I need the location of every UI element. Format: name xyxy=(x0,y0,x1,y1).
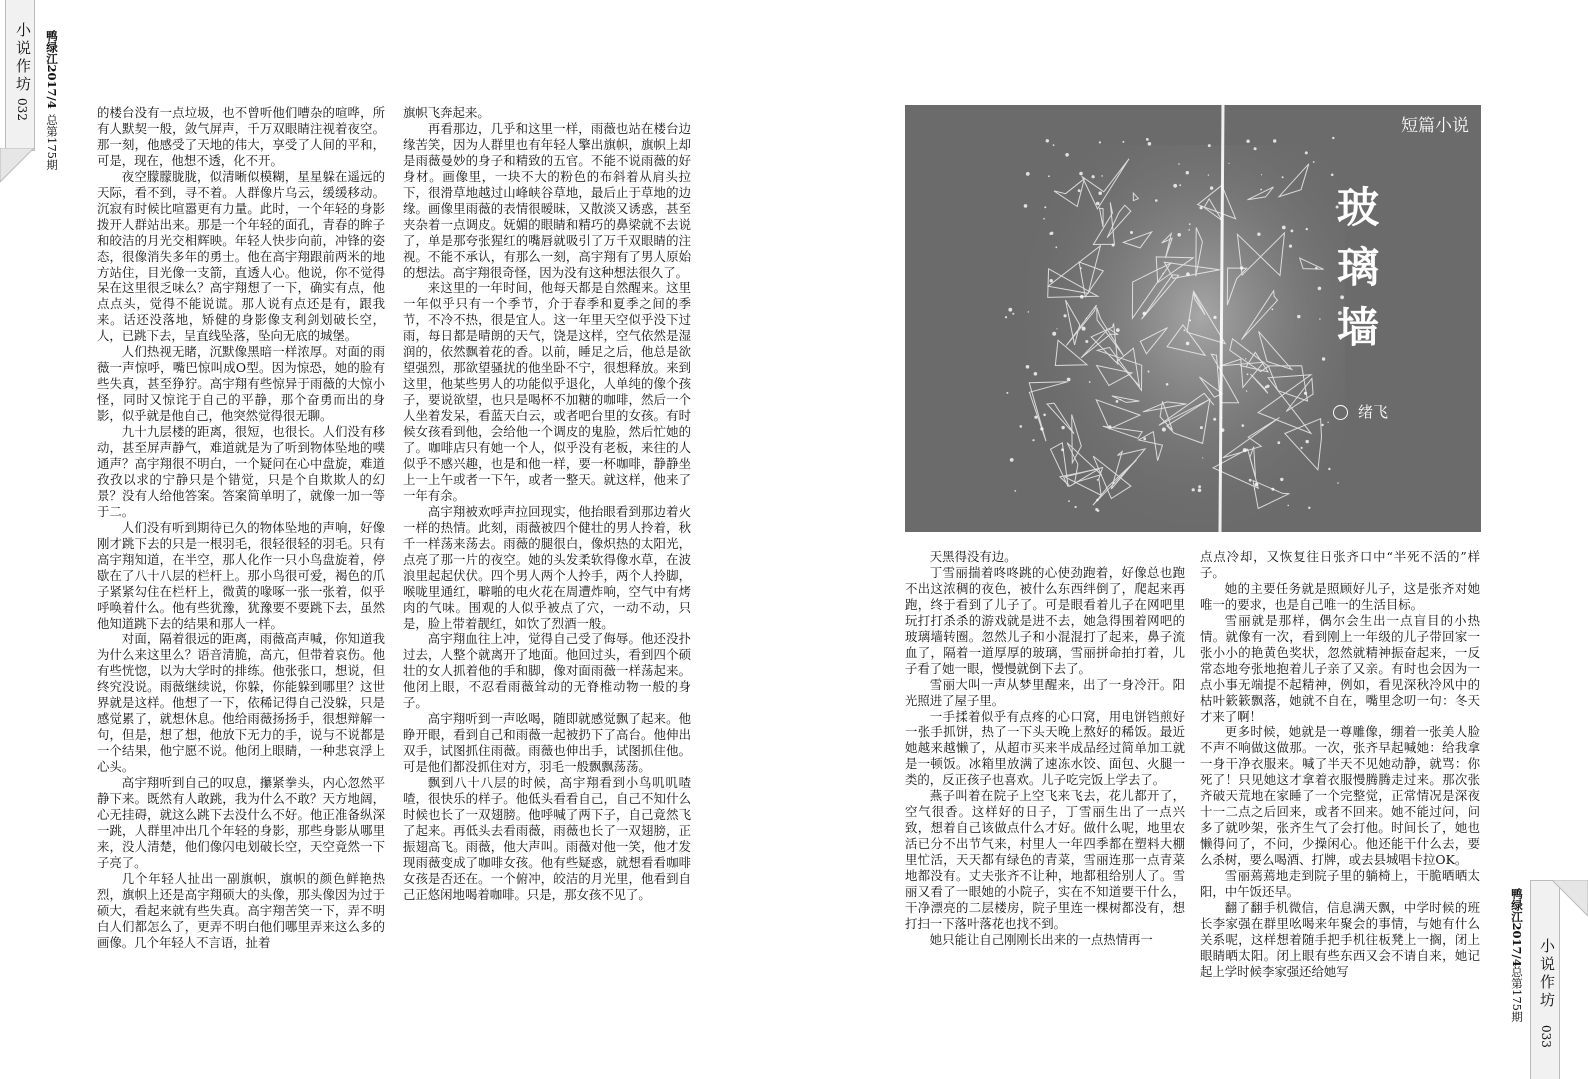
glass-particle xyxy=(1337,482,1339,484)
glass-particle xyxy=(1096,499,1098,501)
glass-particle xyxy=(1254,488,1255,489)
paragraph: 来这里的一年时间，他每天都是自然醒来。这里一年似乎只有一个季节，介于春季和夏季之间的季节，不冷不热，很是宜人。这一年里天空似乎没下过雨，每日都是晴朗的天气，饶是这样，空气依然是湿润的，依然飘着花的香。以前，睡足之后，他总是欲望强烈，那欲望骚扰的他坐卧不宁，很想释放。来到这里，他某些男人的功能似乎退化，人单纯的像个孩子，要说欲望，也只是喝杯不加糖的咖啡，然后一个人坐着发呆，看蓝天白云，或者吧台里的女孩。有时候女孩看到他，会给他一个调皮的鬼脸，然后忙她的了。咖啡店只有她一个人，似乎没有老板，来往的人似乎不感兴趣，也是和他一样，要一杯咖啡，静静坐上一上午或者一下午，或者一整天。就这样，他来了一年有余。 xyxy=(403,280,691,503)
glass-particle xyxy=(1092,175,1095,178)
glass-particle xyxy=(1291,230,1294,233)
author-name: 绪飞 xyxy=(1358,403,1389,421)
title-char-1: 玻 xyxy=(1337,183,1380,232)
glass-particle xyxy=(1032,439,1034,441)
glass-particle xyxy=(1082,327,1086,331)
glass-particle xyxy=(1247,373,1249,375)
paragraph: 高宇翔听到一声吆喝，随即就感觉飘了起来。他睁开眼，看到自己和雨薇一起被扔下了高台。他伸出双手，试图抓住雨薇。雨薇也伸出手，试图抓住他。可是他们都没抓住对方，羽毛一般飘飘荡荡。 xyxy=(403,711,691,775)
glass-particle xyxy=(1327,422,1328,423)
glass-particle xyxy=(1044,206,1046,208)
glass-particle xyxy=(1155,199,1158,202)
glass-particle xyxy=(1061,448,1064,451)
glass-particle xyxy=(1246,390,1247,391)
glass-particle xyxy=(1162,428,1166,432)
glass-particle xyxy=(1012,313,1014,315)
glass-particle xyxy=(1086,318,1087,319)
glass-particle xyxy=(1313,161,1315,163)
glass-particle xyxy=(1245,358,1246,359)
glass-particle xyxy=(1053,144,1055,146)
paragraph: 她只能让自己刚刚长出来的一点热情再一 xyxy=(929,931,1153,947)
paragraph: 雪丽大叫一声从梦里醒来，出了一身冷汗。阳光照进了屋子里。 xyxy=(905,676,1185,708)
glass-particle xyxy=(1061,426,1064,429)
glass-particle xyxy=(1319,318,1320,319)
glass-particle xyxy=(1099,141,1101,143)
paragraph: 雪丽就是那样，偶尔会生出一点盲目的小热情。就像有一次，看到刚上一年级的儿子带回家一张小小的艳黄色奖状，忽然就精神振奋起来，一反常态地夸张地抱着儿子亲了又亲。有时也会因为一点小事无端提不起精神，例如，看见深秋冷风中的枯叶簌簌飘落，她就不自在，嘴里念叨一句：冬天才来了啊！ xyxy=(1200,612,1480,724)
glass-particle xyxy=(1112,244,1115,247)
glass-particle xyxy=(1043,414,1046,417)
glass-particle xyxy=(1049,232,1052,235)
glass-particle xyxy=(1260,189,1262,191)
paragraph: 天黑得没有边。 xyxy=(929,549,1017,564)
paragraph: 高宇翔听到自己的叹息，攥紧拳头，内心忽然平静下来。既然有人敢跳，我为什么不敢？天方地阔，心无挂碍，就这么跳下去没什么不好。他正准备纵深一跳，人群里冲出几个年轻的身影，那些身影从哪里来，没人清楚，他们像闪电划破长空，天空竟然一下子亮了。 xyxy=(97,775,385,870)
paragraph: 高宇翔血往上冲，觉得自己受了侮辱。他还没扑过去，人整个就离开了地面。他回过头，看到四个硕壮的女人抓着他的手和脚，像对面雨薇一样荡起来。他闭上眼，不忍看雨薇耸动的无脊椎动物一般的身子。 xyxy=(403,631,691,711)
glass-particle xyxy=(1208,144,1211,147)
glass-particle xyxy=(1068,500,1070,502)
right-issue-label: 总第175期 xyxy=(1510,966,1524,1023)
glass-particle xyxy=(1186,272,1190,276)
article-column-4 xyxy=(1200,549,1480,1004)
glass-particle xyxy=(1043,218,1045,220)
glass-particle xyxy=(1085,340,1088,343)
paragraph: 一手揉着似乎有点疼的心口窝，用电饼铛煎好一张手抓饼，热了一下头天晚上熬好的稀饭。最近她越来越懒了，从超市买来半成品经过简单加工就是一顿饭。冰箱里放满了速冻水饺、面包、火腿一类的，反正孩子也喜欢。儿子吃完饭上学去了。 xyxy=(905,708,1185,788)
glass-particle xyxy=(1228,163,1229,164)
glass-particle xyxy=(1306,228,1308,230)
glass-particle xyxy=(1034,372,1038,376)
glass-particle xyxy=(1055,246,1057,248)
right-magazine-label: 鸭绿江2017/4 xyxy=(1510,888,1524,967)
left-page-number: 032 xyxy=(15,98,29,121)
glass-particle xyxy=(1305,151,1308,154)
glass-particle xyxy=(1184,330,1186,332)
glass-particle xyxy=(1200,426,1203,429)
glass-particle xyxy=(1273,139,1276,142)
glass-particle xyxy=(1242,424,1245,427)
glass-particle xyxy=(1297,315,1300,318)
glass-particle xyxy=(1188,229,1190,231)
glass-particle xyxy=(1257,233,1260,236)
glass-particle xyxy=(1046,139,1049,142)
paragraph: 人们没有听到期待已久的物体坠地的声响，好像刚才跳下去的只是一根羽毛，很轻很轻的羽毛。只有高宇翔知道，在半空，那人化作一只小鸟盘旋着，停歇在了八十八层的栏杆上。那小鸟很可爱，褐色的爪子紧紧勾住在栏杆上，微黄的喙啄一张一张着，似乎呼唤着什么。他有些犹豫，犹豫要不要跳下去，虽然他知道跳下去的结果和那人一样。 xyxy=(97,519,385,631)
glass-particle xyxy=(1254,147,1257,150)
glass-particle xyxy=(1301,447,1303,449)
glass-particle xyxy=(1177,233,1181,237)
left-section-label: 小说作坊 xyxy=(14,22,32,94)
glass-particle xyxy=(1287,505,1289,507)
glass-particle xyxy=(1308,507,1310,509)
glass-particle xyxy=(1014,490,1016,492)
glass-particle xyxy=(1306,440,1309,443)
glass-particle xyxy=(1028,311,1030,313)
glass-particle xyxy=(1255,483,1259,487)
glass-particle xyxy=(1189,319,1191,321)
glass-particle xyxy=(1120,399,1121,400)
glass-particle xyxy=(1079,172,1083,176)
category-label: 短篇小说 xyxy=(1401,116,1469,136)
shattered-glass-graphic xyxy=(905,105,1481,532)
glass-particle xyxy=(1246,140,1249,143)
glass-particle xyxy=(1075,506,1077,508)
glass-particle xyxy=(1143,437,1146,440)
glass-particle xyxy=(1272,309,1274,311)
glass-particle xyxy=(1067,378,1071,382)
glass-particle xyxy=(1080,267,1082,269)
glass-particle xyxy=(1321,424,1323,426)
glass-particle xyxy=(1101,175,1103,177)
paragraph: 再看那边，几乎和这里一样，雨薇也站在楼台边缘苦笑，因为人群里也有年轻人擎出旗帜，旗帜上却是雨薇曼妙的身子和精致的五官。不能不说雨薇的好身材。画像里，一块不大的粉色的布斜着从肩头拉下，很滑草地越过山峰峡谷草地，最后止于草地的边缘。画像里雨薇的表情很暧昧，又散淡又诱惑，甚至夹杂着一点调皮。妩媚的眼睛和精巧的鼻梁就不去说了，单是那夸张猩红的嘴唇就吸引了万千双眼睛的注视。不能不承认，有那么一刻，高宇翔有了男人原始的想法。高宇翔很奇怪，因为没有这种想法很久了。 xyxy=(403,120,691,280)
glass-particle xyxy=(1282,176,1284,178)
glass-particle xyxy=(1097,479,1099,481)
glass-particle xyxy=(1271,488,1274,491)
paragraph: 九十九层楼的距离，很短，也很长。人们没有移动，甚至屏声静气，难道就是为了听到物体坠地的噗通声？高宇翔很不明白，一个疑问在心中盘旋，难道孜孜以求的宁静只是个错觉，只是个自欺欺人的幻景？没有人给他答案。答案简单明了，就像一加一等于二。 xyxy=(97,424,385,519)
title-char-3: 墙 xyxy=(1337,303,1380,352)
glass-particle xyxy=(1148,371,1150,373)
glass-particle xyxy=(1210,186,1213,189)
glass-particle xyxy=(1008,308,1012,312)
glass-particle xyxy=(1186,171,1189,174)
glass-particle xyxy=(1162,273,1163,274)
paragraph: 燕子叫着在院子上空飞来飞去，花儿都开了，空气很香。这样好的日子，丁雪丽生出了一点兴致，想着自己该做点什么才好。做什么呢，地里农活已分不出节气来，村里人一年四季都在塑料大棚里忙活，天天都有绿色的青菜，雪丽连那一点青菜地都没有。丈夫张齐不让种，地都租给别人了。雪丽又看了一眼她的小院子，实在不知道要干什么，干净漂亮的二层楼房，院子里连一棵树都没有，想打扫一下落叶落花也找不到。 xyxy=(905,788,1185,931)
glass-particle xyxy=(1265,386,1268,389)
glass-particle xyxy=(1186,342,1190,346)
glass-particle xyxy=(1116,400,1119,403)
glass-particle xyxy=(1065,153,1069,157)
glass-particle xyxy=(1048,175,1050,177)
glass-particle xyxy=(1005,316,1007,318)
paragraph: 的楼台没有一点垃圾，也不曾听他们嘈杂的喧哗，所有人默契一般，敛气屏声，千万双眼睛注视着夜空。那一刻，他感受了天地的伟大，享受了人间的平和，可是，现在，他想不透，化不开。 xyxy=(97,105,385,168)
glass-particle xyxy=(1116,328,1120,332)
glass-particle xyxy=(1089,381,1091,383)
glass-particle xyxy=(1198,489,1202,493)
glass-particle xyxy=(1243,448,1247,452)
glass-particle xyxy=(1130,231,1133,234)
glass-particle xyxy=(1122,141,1124,143)
paragraph: 翻了翻手机微信，信息满天飘，中学时候的班长李家强在群里吆喝来年聚会的事情，与她有什么关系呢，这样想着随手把手机往板凳上一搁，闭上眼睛晒太阳。闭上眼有些东西又会不请自来，她记起上学时候李家强还给她写 xyxy=(1200,899,1480,979)
paragraph: 几个年轻人扯出一副旗帜，旗帜的颜色鲜艳热烈，旗帜上还是高宇翔硕大的头像，那头像因为过于硕大，看起来就有些失真。高宇翔苦笑一下，弄不明白人们都怎么了，更弄不明白他们哪里弄来这么多的画像。几个年轻人不言语，扯着 xyxy=(97,870,385,950)
glass-particle xyxy=(1208,174,1209,175)
left-magazine-label: 鸭绿江2017/4 xyxy=(45,30,59,109)
glass-particle xyxy=(1146,138,1149,141)
paragraph: 丁雪丽揣着咚咚跳的心使劲跑着，好像总也跑不出这浓稠的夜色，被什么东西绊倒了，爬起来再跑，终于看到了儿子了。可是眼看着儿子在网吧里玩打打杀杀的游戏就是进不去，她急得围着网吧的玻璃墙转圈。忽然儿子和小混混打了起来，鼻子流血了，隔着一道厚厚的玻璃，雪丽拼命拍打着，儿子看了她一眼，慢慢就倒下去了。 xyxy=(905,564,1185,676)
glass-particle xyxy=(1113,482,1115,484)
glass-particle xyxy=(1148,142,1152,146)
paragraph: 雪丽蔫蔫地走到院子里的躺椅上，干脆晒晒太阳，中午饭还早。 xyxy=(1200,868,1480,900)
paragraph: 夜空朦朦胧胧，似清晰似模糊，星星躲在遥远的天际，看不到，寻不着。人群像片乌云，缓缓移动。沉寂有时候比喧嚣更有力量。此时，一个年轻的身影拨开人群站出来。那是一个年轻的面孔，青春的眸子和皎洁的月光交相辉映。年轻人快步向前，冲锋的姿态，很像消失多年的勇士。他在高宇翔跟前两米的地方站住，目光像一支箭，直透人心。他说，你不觉得呆在这里很乏味么？高宇翔想了一下，确实有点，他点点头，觉得不能说谎。那人说有点还是有，跟我来。话还没落地，矫健的身影像支利剑划破长空，人，已跳下去，呈直线坠落，坠向无底的城堡。 xyxy=(97,168,385,344)
paragraph: 旗帜飞奔起来。 xyxy=(403,105,490,120)
glass-particle xyxy=(1064,314,1067,317)
glass-particle xyxy=(1006,392,1008,394)
glass-particle xyxy=(1261,174,1262,175)
glass-particle xyxy=(1078,189,1081,192)
glass-particle xyxy=(1109,425,1112,428)
glass-particle xyxy=(1178,163,1180,165)
glass-particle xyxy=(1202,457,1203,458)
glass-particle xyxy=(1010,458,1014,462)
glass-particle xyxy=(1280,478,1283,481)
left-margin-corner xyxy=(0,148,40,188)
author-byline xyxy=(1333,401,1388,422)
glass-particle xyxy=(1315,267,1318,270)
title-illustration xyxy=(905,105,1481,532)
paragraph: 更多时候，她就是一尊雕像，绷着一张美人脸不声不响做这做那。一次，张齐早起喊她：给我拿一身干净衣服来。喊了半天不见她动静，就骂：你死了！只见她这才拿着衣服慢腾腾走过来。那次张齐破天荒地在家睡了一个完整觉，正常情况是深夜十一二点之后回来，或者不回来。她不能过问，问多了就吵架，张齐生气了会打他。时间长了，她也懒得问了，不问，少操闲心。他还能干什么去，要么杀树，要么喝酒、打牌，或去县城唱卡拉OK。 xyxy=(1200,724,1480,868)
right-margin-corner xyxy=(1548,880,1588,920)
glass-particle xyxy=(1240,266,1244,270)
glass-particle xyxy=(1143,312,1147,316)
title-char-2: 璃 xyxy=(1337,243,1380,292)
glass-particle xyxy=(1034,416,1037,419)
glass-particle xyxy=(1282,226,1286,230)
glass-particle xyxy=(1304,392,1307,395)
glass-particle xyxy=(1050,279,1053,282)
glass-particle xyxy=(1318,287,1322,291)
left-issue-label: 总第175期 xyxy=(45,114,59,171)
glass-particle xyxy=(1289,245,1292,248)
glass-particle xyxy=(1198,485,1201,488)
glass-particle xyxy=(1277,441,1280,444)
glass-particle xyxy=(1052,332,1056,336)
glass-particle xyxy=(1328,468,1330,470)
paragraph: 高宇翔被欢呼声拉回现实，他抬眼看到那边着火一样的热情。此刻，雨薇被四个健壮的男人拎着，秋千一样荡来荡去。雨薇的腿很白，像炽热的太阳光，点亮了那一片的夜空。她的头发柔软得像水草，在波浪里起起伏伏。四个男人两个人拎手，两个人拎脚，喉咙里通红，噼啪的电火花在周遭炸响，空气中有烤肉的气味。围观的人似乎被点了穴，一动不动，只是，脸上带着靓红，如饮了烈酒一般。 xyxy=(403,503,691,631)
paragraph: 对面，隔着很远的距离，雨薇高声喊，你知道我为什么来这里么？语音清脆，高亢，但带着哀伤。他有些恍惚，以为大学时的排练。他张张口，想说，但终究没说。雨薇继续说，你躲，你能躲到哪里？这世界就是这样。他想了一下，依稀记得自己没躲，只是感觉累了，就想休息。他给雨薇扬扬手，很想辩解一句，但是，想了想，他放下无力的手，说与不说都是一个结果，他宁愿不说。他闭上眼睛，一种悲哀浮上心头。 xyxy=(97,631,385,775)
paragraph: 飘到八十八层的时候，高宇翔看到小鸟叽叽喳喳，很快乐的样子。他低头看看自己，自己不知什么时候也长了一双翅膀。他呼喊了两下子，自己竟然飞了起来。再低头去看雨薇，雨薇也长了一双翅膀，正振翅高飞。雨薇，他大声叫。雨薇对他一笑，他才发现雨薇变成了咖啡女孩。他有些疑惑，就想看看咖啡女孩是否还在。一个俯冲，皎洁的月光里，他看到自己正悠闲地喝着咖啡。只是，那女孩不见了。 xyxy=(403,775,691,902)
glass-particle xyxy=(1020,425,1023,428)
glass-particle xyxy=(1024,204,1028,208)
glass-particle xyxy=(1192,488,1195,491)
glass-particle xyxy=(1213,418,1216,421)
paragraph: 人们热视无睹，沉默像黑暗一样浓厚。对面的雨薇一声惊呼，嘴巴惊叫成O型。因为惊恐，她的脸有些失真，甚至狰狞。高宇翔有些惊异于雨薇的大惊小怪，同时又惊诧于自己的平静，那个奋勇而出的身影，似乎就是他自己，他突然觉得很无聊。 xyxy=(97,344,385,424)
article-column-1 xyxy=(97,105,385,997)
right-page-number: 033 xyxy=(1539,1025,1553,1048)
glass-particle xyxy=(1040,427,1043,430)
glass-particle xyxy=(1249,479,1252,482)
glass-particle xyxy=(1213,316,1216,319)
glass-particle xyxy=(1098,191,1102,195)
glass-particle xyxy=(1189,223,1191,225)
article-column-2 xyxy=(403,105,691,985)
glass-particle xyxy=(1026,365,1030,369)
glass-particle xyxy=(1332,137,1334,139)
paragraph: 她的主要任务就是照顾好儿子，这是张齐对她唯一的要求，也是自己唯一的生活目标。 xyxy=(1200,580,1480,612)
glass-particle xyxy=(1056,328,1057,329)
glass-particle xyxy=(1173,184,1177,188)
glass-particle xyxy=(1026,172,1030,176)
glass-particle xyxy=(1095,508,1098,511)
paragraph: 点点冷却，又恢复往日张齐口中“半死不活的”样子。 xyxy=(1200,549,1480,580)
author-circle-icon xyxy=(1333,405,1348,420)
glass-particle xyxy=(1096,202,1100,206)
glass-particle xyxy=(1080,295,1084,299)
glass-particle xyxy=(1179,184,1181,186)
glass-particle xyxy=(1331,174,1334,177)
glass-particle xyxy=(1200,206,1203,209)
glass-particle xyxy=(1322,357,1325,360)
article-column-3 xyxy=(905,549,1185,1004)
glass-particle xyxy=(1166,383,1169,386)
right-section-label: 小说作坊 xyxy=(1538,938,1556,1010)
